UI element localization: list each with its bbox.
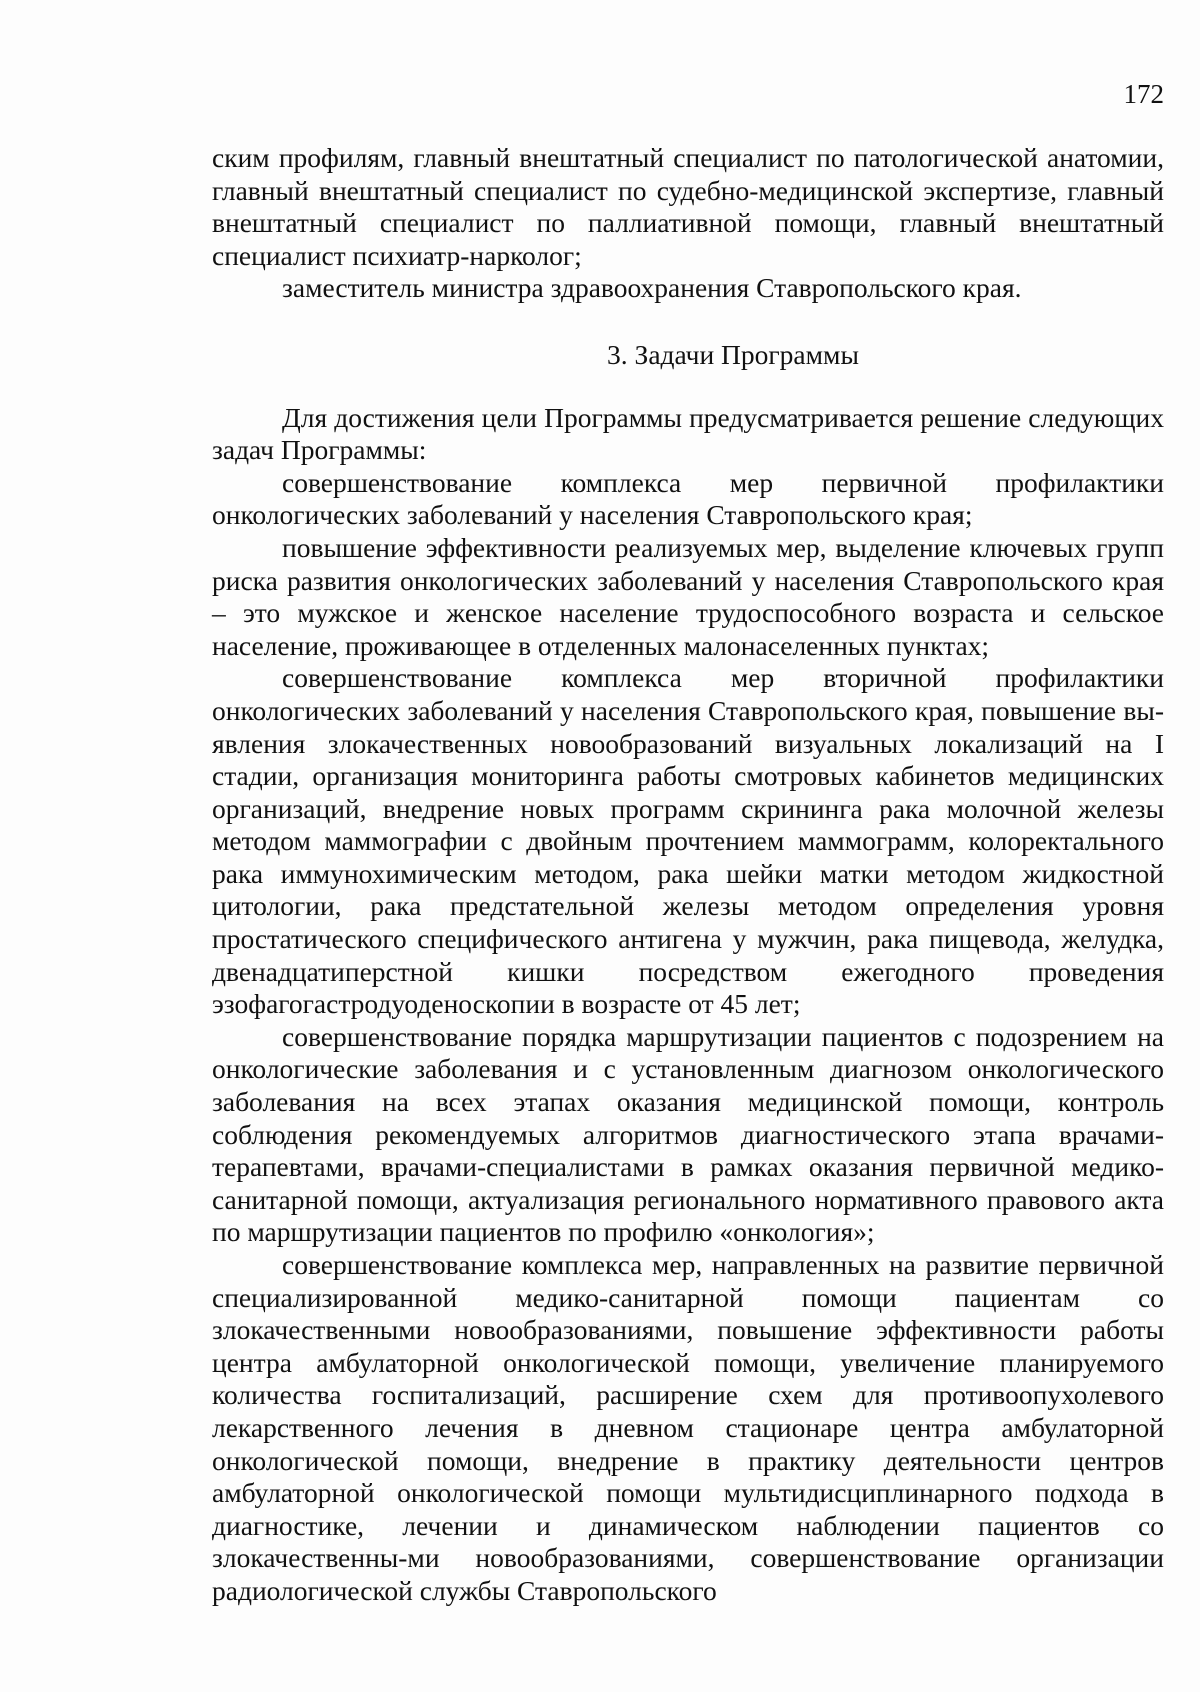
section-heading: 3. Задачи Программы [607,338,859,370]
paragraph: заместитель министра здравоохранения Ставропольского края. [282,272,1022,304]
paragraph: совершенствование порядка маршрутизации пациентов с подозрением на онкологические заболевания и с установленным диагнозом онкологического заболевания на всех этапах оказания медицинской помощи, контроль соблюдения рекомендуемых алгоритмов диагностического этапа врачами-терапевтами, врачами-специалистами в рамках оказания первичной медико-санитарной помощи, актуализация регионального нормативного правового акта по маршрутизации пациентов по профилю «онкология»; [212,1020,1164,1248]
document-body [212,142,1164,1608]
paragraph: повышение эффективности реализуемых мер, выделение ключевых групп риска развития онкологических заболеваний у населения Ставропольского края – это мужское и женское население трудоспособного возраста и сельское население, проживающее в отделенных малонаселенных пунктах; [212,531,1164,661]
paragraph-continued: ским профилям, главный внештатный специалист по патологической анатомии, главный внештатный специалист по судебно-медицинской экспертизе, главный внештатный специалист по паллиативной помощи, главный внештатный специалист психиатр-нарколог; [212,142,1164,271]
paragraph: совершенствование комплекса мер вторичной профилактики онкологических заболеваний у населения Ставропольского края, повышение вы-явления злокачественных новообразований визуальных локализаций на I стадии, организация мониторинга работы смотровых кабинетов медицинских организаций, внедрение новых программ скрининга рака молочной железы методом маммографии с двойным прочтением маммограмм, колоректального рака иммунохимическим методом, рака шейки матки методом жидкостной цитологии, рака предстательной железы методом определения уровня простатического специфического антигена у мужчин, рака пищевода, желудка, двенадцатиперстной кишки посредством ежегодного проведения эзофагогастродуоденоскопии в возрасте от 45 лет; [212,662,1164,1020]
paragraph: совершенствование комплекса мер первичной профилактики онкологических заболеваний у населения Ставропольского края; [212,466,1164,531]
page-number: 172 [1123,79,1164,109]
paragraph: Для достижения цели Программы предусматривается решение следующих задач Программы: [212,401,1164,466]
paragraph: совершенствование комплекса мер, направленных на развитие первичной специализированной медико-санитарной помощи пациентам со злокачественными новообразованиями, повышение эффективности работы центра амбулаторной онкологической помощи, увеличение планируемого количества госпитализаций, расширение схем для противоопухолевого лекарственного лечения в дневном стационаре центра амбулаторной онкологической помощи, внедрение в практику деятельности центров амбулаторной онкологической помощи мультидисциплинарного подхода в диагностике, лечении и динамическом наблюдении пациентов со злокачественны-ми новообразованиями, совершенствование организации радиологической службы Ставропольского [212,1249,1164,1606]
